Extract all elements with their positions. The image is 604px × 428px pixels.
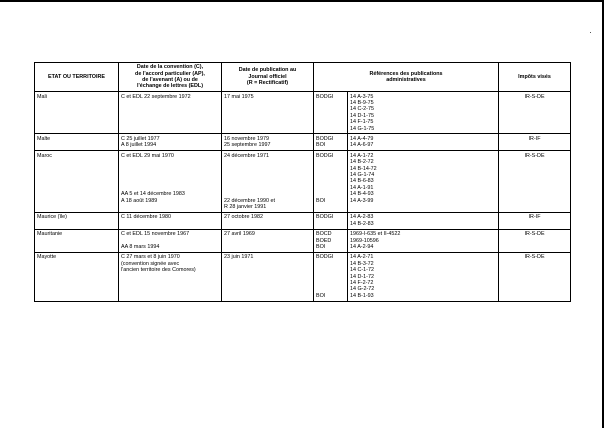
cell-territory: Mayotte — [35, 252, 119, 301]
cell-refs: 14 A-2-83 14 B-2-83 — [348, 212, 499, 229]
cell-source: BODGI — [314, 212, 348, 229]
cell-convention: C et EDL 15 novembre 1967 AA 8 mars 1994 — [119, 229, 222, 252]
table-row — [35, 134, 571, 151]
cell-refs: 14 A-2-71 14 B-3-72 14 C-1-72 14 D-1-72 14 F-2-72 14 G-2-72 14 B-1-93 — [348, 252, 499, 301]
cell-convention: C et EDL 29 mai 1970 AA 5 et 14 décembre 1983 A 18 août 1989 — [119, 151, 222, 213]
table-header-row — [35, 63, 571, 92]
table-row — [35, 252, 571, 301]
page-top-rule — [0, 0, 604, 2]
cell-territory: Malte — [35, 134, 119, 151]
cell-publication: 17 mai 1975 — [222, 92, 314, 134]
header-publication: Date de publication au Journal officiel (R = Rectificatif) — [222, 63, 314, 92]
cell-territory: Mauritanie — [35, 229, 119, 252]
cell-impots: IR-IF — [499, 212, 571, 229]
table-row — [35, 229, 571, 252]
cell-impots: IR-IF — [499, 134, 571, 151]
cell-source: BODGI BOI — [314, 134, 348, 151]
table-row — [35, 151, 571, 213]
cell-territory: Mali — [35, 92, 119, 134]
cell-publication: 16 novembre 1979 25 septembre 1997 — [222, 134, 314, 151]
cell-territory: Maurice (île) — [35, 212, 119, 229]
cell-impots: IR-S-DE — [499, 92, 571, 134]
cell-convention: C 11 décembre 1980 — [119, 212, 222, 229]
cell-publication: 27 octobre 1982 — [222, 212, 314, 229]
cell-refs: 14 A-1-72 14 B-2-72 14 B-14-72 14 G-1-74 14 B-6-83 14 A-1-91 14 B-4-93 14 A-3-99 — [348, 151, 499, 213]
cell-territory: Maroc — [35, 151, 119, 213]
cell-publication: 24 décembre 1971 22 décembre 1990 et R 28 janvier 1991 — [222, 151, 314, 213]
cell-impots: IR-S-DE — [499, 229, 571, 252]
header-impots: Impôts visés — [499, 63, 571, 92]
cell-publication: 23 juin 1971 — [222, 252, 314, 301]
header-convention: Date de la convention (C), de l'accord particulier (AP), de l'avenant (A) ou de l'échange de lettres (EDL) — [119, 63, 222, 92]
cell-source: BODGI BOI — [314, 151, 348, 213]
cell-refs: 14 A-3-75 14 B-9-75 14 C-2-75 14 D-1-75 14 F-1-75 14 G-1-75 — [348, 92, 499, 134]
cell-convention: C 27 mars et 8 juin 1970 (convention signée avec l'ancien territoire des Comores) — [119, 252, 222, 301]
cell-publication: 27 avril 1969 — [222, 229, 314, 252]
conventions-table — [34, 62, 571, 302]
cell-refs: 14 A-4-79 14 A-6-97 — [348, 134, 499, 151]
cell-impots: IR-S-DE — [499, 252, 571, 301]
table-row — [35, 212, 571, 229]
cell-convention: C 25 juillet 1977 A 8 juillet 1994 — [119, 134, 222, 151]
cell-convention: C et EDL 22 septembre 1972 — [119, 92, 222, 134]
cell-refs: 1969-I-635 et II-4522 1969-10596 14 A-2-94 — [348, 229, 499, 252]
header-references: Références des publications administratives — [314, 63, 499, 92]
header-territory: ETAT OU TERRITOIRE — [35, 63, 119, 92]
table-row — [35, 92, 571, 134]
cell-source: BODGI — [314, 92, 348, 134]
page-mark — [590, 32, 591, 33]
cell-source: BODGI BOI — [314, 252, 348, 301]
cell-source: BOCD BOED BOI — [314, 229, 348, 252]
cell-impots: IR-S-DE — [499, 151, 571, 213]
